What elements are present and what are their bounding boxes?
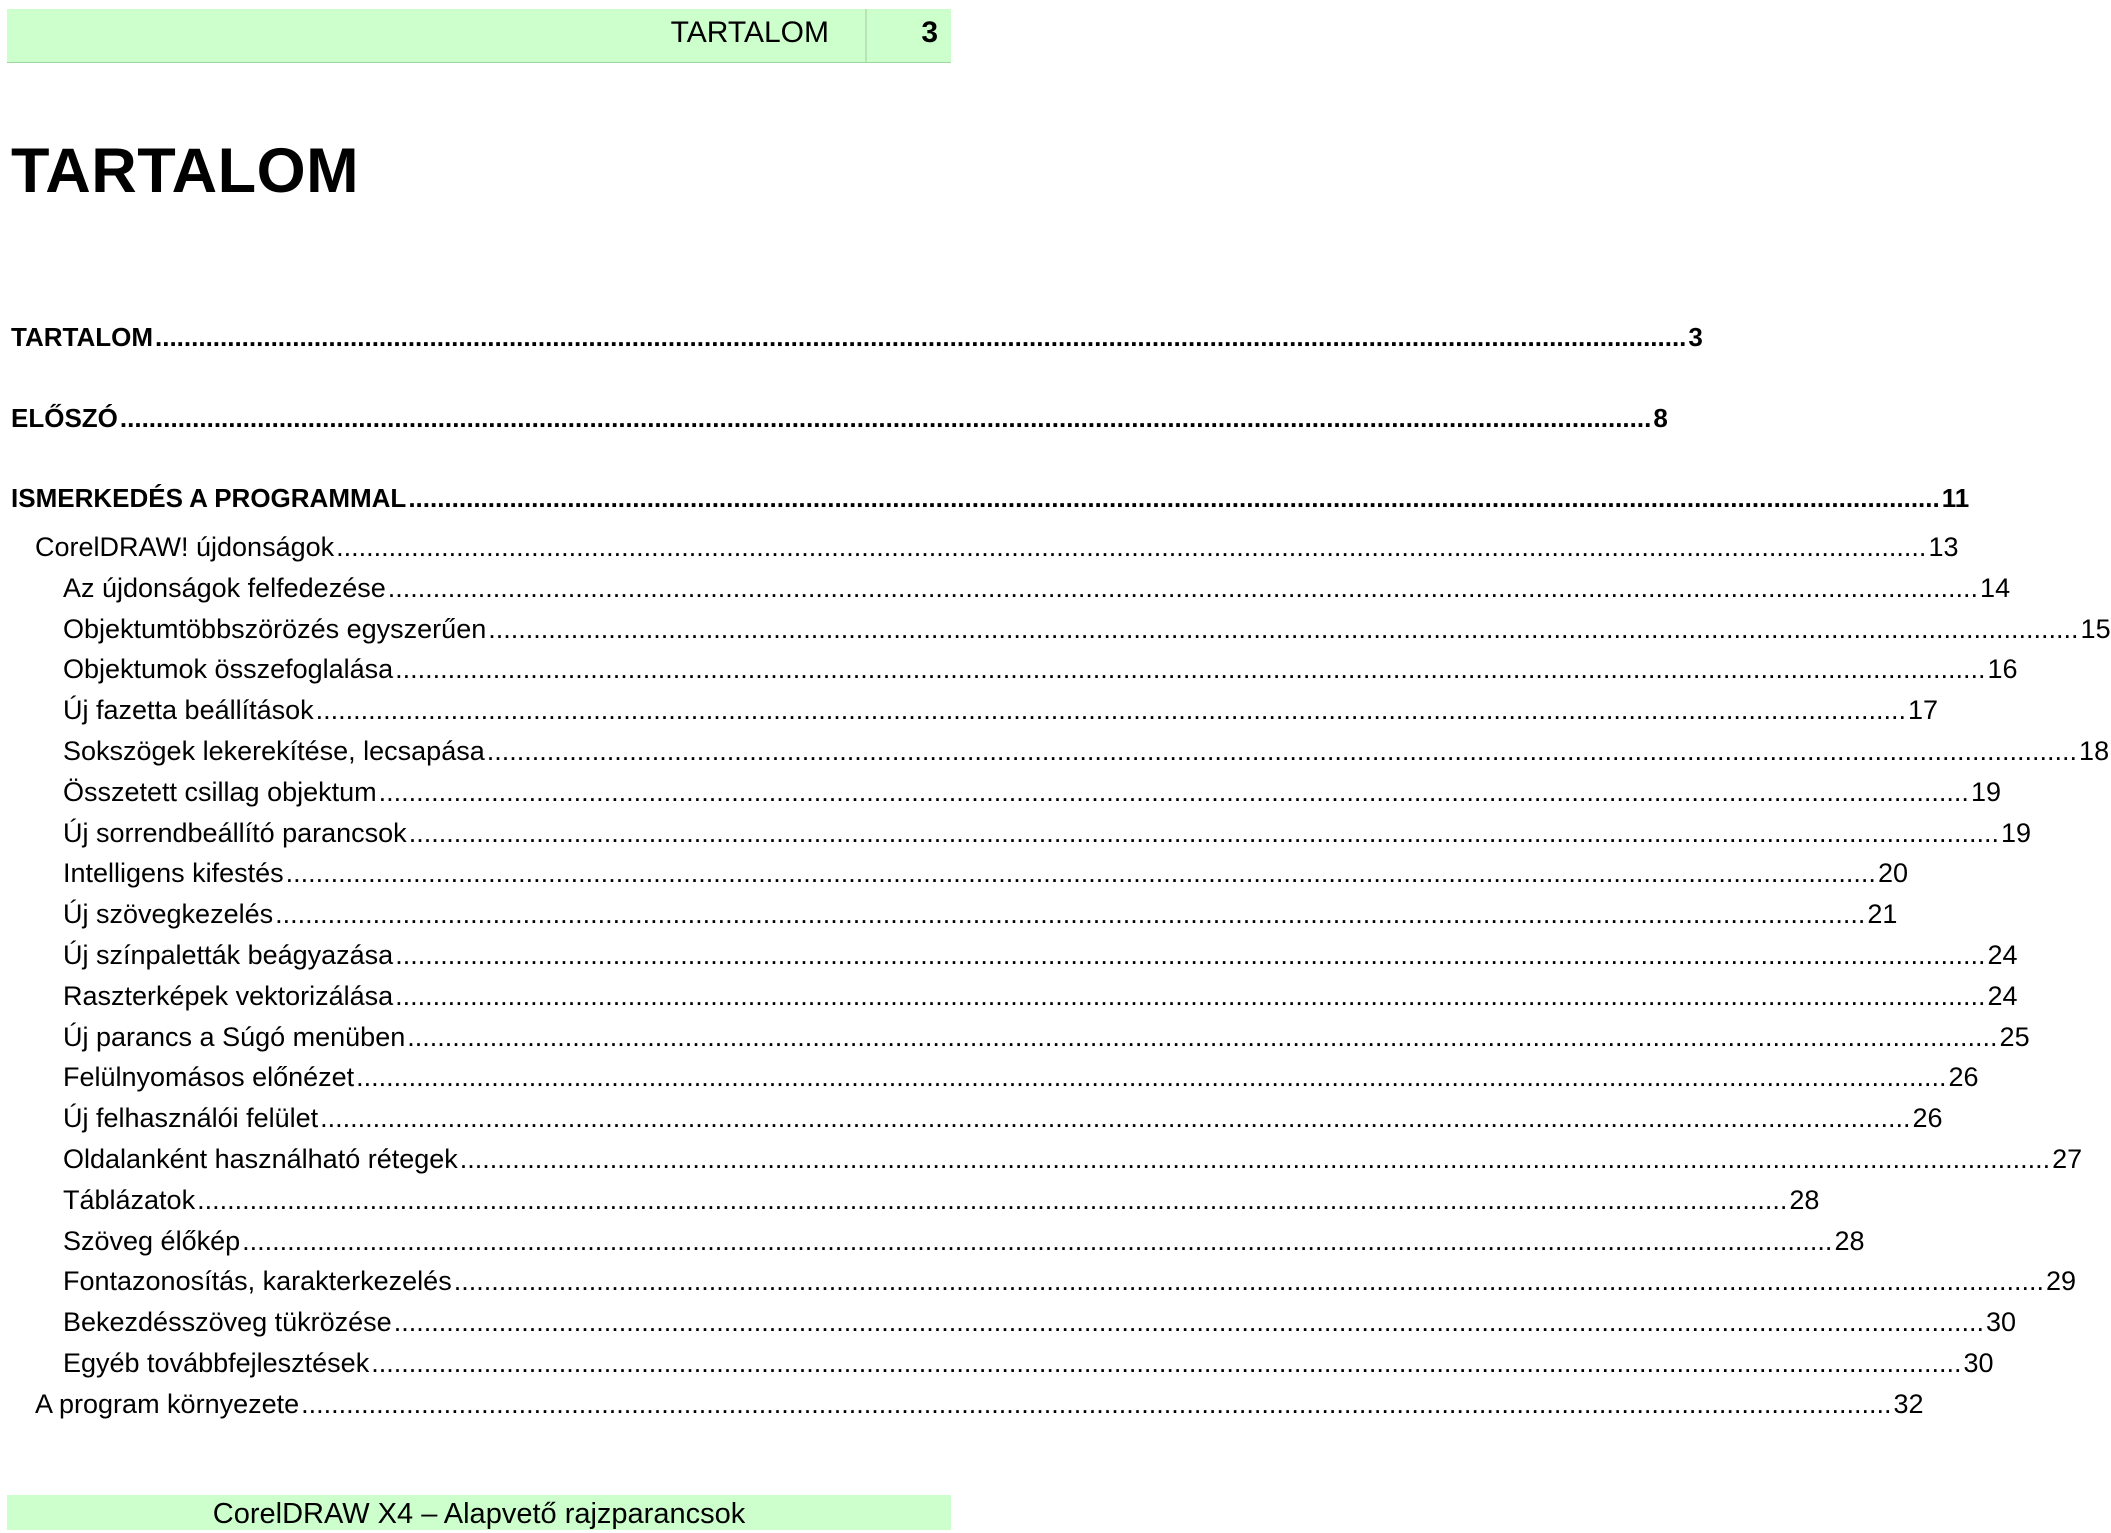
toc-entry-title: Fontazonosítás, karakterkezelés	[63, 1266, 452, 1296]
toc-entry-title: Objektumok összefoglalása	[63, 654, 394, 684]
toc-entry-page: 28	[1834, 1226, 1865, 1256]
toc-entry-title: A program környezete	[35, 1389, 300, 1419]
toc-entry-title: Szöveg élőkép	[63, 1226, 241, 1256]
toc-leader: ....................................................................................................................................................................................................................	[320, 1103, 1911, 1133]
toc-leader: ....................................................................................................................................................................................................................	[395, 981, 1986, 1011]
toc-entry-title: TARTALOM	[11, 322, 153, 352]
toc-entry-page: 24	[1987, 940, 2018, 970]
toc-entry[interactable]	[63, 695, 1938, 726]
toc-entry[interactable]	[63, 1226, 1865, 1257]
toc-entry[interactable]	[11, 483, 1970, 514]
toc-entry-title: Új sorrendbeállító parancsok	[63, 818, 407, 848]
toc-leader: ....................................................................................................................................................................................................................	[488, 614, 2079, 644]
toc-leader: ....................................................................................................................................................................................................................	[459, 1144, 2051, 1174]
toc-entry-page: 26	[1912, 1103, 1943, 1133]
toc-entry[interactable]	[63, 899, 1898, 930]
toc-entry-title: Új szövegkezelés	[63, 899, 274, 929]
toc-entry-title: Felülnyomásos előnézet	[63, 1062, 355, 1092]
toc-entry-title: Új színpaletták beágyazása	[63, 940, 394, 970]
page-title: TARTALOM	[11, 136, 360, 206]
running-footer: CorelDRAW X4 – Alapvető rajzparancsok	[7, 1495, 951, 1530]
toc-entry-page: 14	[1980, 573, 2011, 603]
running-header	[7, 9, 951, 63]
toc-leader: ....................................................................................................................................................................................................................	[336, 532, 1927, 562]
toc-entry-page: 25	[1999, 1022, 2030, 1052]
toc-entry[interactable]	[63, 573, 2011, 604]
toc-entry-title: Objektumtöbbszörözés egyszerűen	[63, 614, 487, 644]
toc-entry-page: 28	[1789, 1185, 1820, 1215]
toc-leader: ....................................................................................................................................................................................................................	[387, 573, 1979, 603]
toc-leader: ....................................................................................................................................................................................................................	[197, 1185, 1788, 1215]
toc-entry-title: Intelligens kifestés	[63, 858, 284, 888]
toc-entry-title: Egyéb továbbfejlesztések	[63, 1348, 370, 1378]
header-title: TARTALOM	[670, 16, 829, 49]
toc-entry-page: 8	[1653, 403, 1668, 433]
toc-entry[interactable]	[63, 1144, 2083, 1175]
toc-entry-page: 24	[1987, 981, 2018, 1011]
toc-entry-page: 27	[2052, 1144, 2083, 1174]
toc-entry-title: Új parancs a Súgó menüben	[63, 1022, 406, 1052]
toc-entry-title: Összetett csillag objektum	[63, 777, 377, 807]
toc-leader: ....................................................................................................................................................................................................................	[408, 818, 1999, 848]
toc-entry[interactable]	[35, 532, 1959, 563]
header-page-number: 3	[921, 16, 938, 49]
toc-leader: ....................................................................................................................................................................................................................	[275, 899, 1866, 929]
toc-leader: ....................................................................................................................................................................................................................	[395, 654, 1986, 684]
toc-entry-title: Új felhasználói felület	[63, 1103, 319, 1133]
toc-entry[interactable]	[63, 1062, 1979, 1093]
toc-leader: ....................................................................................................................................................................................................................	[371, 1348, 1962, 1378]
toc-entry-title: Oldalanként használható rétegek	[63, 1144, 458, 1174]
toc-entry-page: 3	[1688, 322, 1703, 352]
toc-leader: ....................................................................................................................................................................................................................	[408, 483, 1940, 513]
toc-leader: ....................................................................................................................................................................................................................	[393, 1307, 1984, 1337]
toc-entry[interactable]	[63, 1103, 1943, 1134]
toc-leader: ....................................................................................................................................................................................................................	[407, 1022, 1998, 1052]
toc-entry[interactable]	[63, 818, 2032, 849]
toc-entry[interactable]	[63, 614, 2111, 645]
toc-entry-title: Új fazetta beállítások	[63, 695, 314, 725]
toc-leader: ....................................................................................................................................................................................................................	[486, 736, 2078, 766]
toc-entry[interactable]	[11, 403, 1668, 434]
toc-entry-title: Bekezdésszöveg tükrözése	[63, 1307, 392, 1337]
toc-entry-page: 18	[2079, 736, 2110, 766]
toc-entry-title: CorelDRAW! újdonságok	[35, 532, 335, 562]
toc-entry[interactable]	[63, 940, 2018, 971]
toc-leader: ....................................................................................................................................................................................................................	[119, 403, 1652, 433]
toc-entry-page: 21	[1867, 899, 1898, 929]
toc-entry-title: Az újdonságok felfedezése	[63, 573, 386, 603]
toc-entry[interactable]	[63, 1307, 2017, 1338]
toc-entry-page: 29	[2046, 1266, 2077, 1296]
toc-entry-page: 16	[1987, 654, 2018, 684]
toc-entry-page: 19	[2001, 818, 2032, 848]
toc-entry-page: 20	[1877, 858, 1908, 888]
toc-entry-title: ELŐSZÓ	[11, 403, 118, 433]
toc-entry[interactable]	[11, 322, 1703, 353]
toc-entry[interactable]	[63, 1348, 1994, 1379]
toc-leader: ....................................................................................................................................................................................................................	[378, 777, 1969, 807]
toc-leader: ....................................................................................................................................................................................................................	[356, 1062, 1947, 1092]
toc-entry-page: 32	[1893, 1389, 1924, 1419]
toc-entry-title: ISMERKEDÉS A PROGRAMMAL	[11, 483, 407, 513]
toc-entry-page: 13	[1928, 532, 1959, 562]
toc-leader: ....................................................................................................................................................................................................................	[315, 695, 1906, 725]
toc-leader: ....................................................................................................................................................................................................................	[155, 322, 1687, 352]
toc-entry[interactable]	[63, 1022, 2030, 1053]
toc-entry[interactable]	[63, 981, 2018, 1012]
toc-entry[interactable]	[35, 1389, 1924, 1420]
toc-entry-page: 15	[2080, 614, 2111, 644]
toc-entry[interactable]	[63, 736, 2110, 767]
toc-entry[interactable]	[63, 1185, 1820, 1216]
toc-leader: ....................................................................................................................................................................................................................	[242, 1226, 1833, 1256]
toc-entry[interactable]	[63, 858, 1908, 889]
toc-entry-page: 30	[1986, 1307, 2017, 1337]
toc-entry-page: 11	[1941, 483, 1970, 513]
toc-entry-page: 17	[1907, 695, 1938, 725]
toc-entry-title: Raszterképek vektorizálása	[63, 981, 394, 1011]
toc-leader: ....................................................................................................................................................................................................................	[453, 1266, 2045, 1296]
toc-entry-title: Táblázatok	[63, 1185, 196, 1215]
toc-entry[interactable]	[63, 777, 2001, 808]
toc-leader: ....................................................................................................................................................................................................................	[285, 858, 1876, 888]
toc-entry-page: 26	[1948, 1062, 1979, 1092]
toc-entry-title: Sokszögek lekerekítése, lecsapása	[63, 736, 485, 766]
toc-entry-page: 30	[1963, 1348, 1994, 1378]
toc-leader: ....................................................................................................................................................................................................................	[395, 940, 1986, 970]
toc-entry[interactable]	[63, 1266, 2077, 1297]
toc-entry[interactable]	[63, 654, 2018, 685]
toc-entry-page: 19	[1970, 777, 2001, 807]
toc-leader: ....................................................................................................................................................................................................................	[301, 1389, 1892, 1419]
